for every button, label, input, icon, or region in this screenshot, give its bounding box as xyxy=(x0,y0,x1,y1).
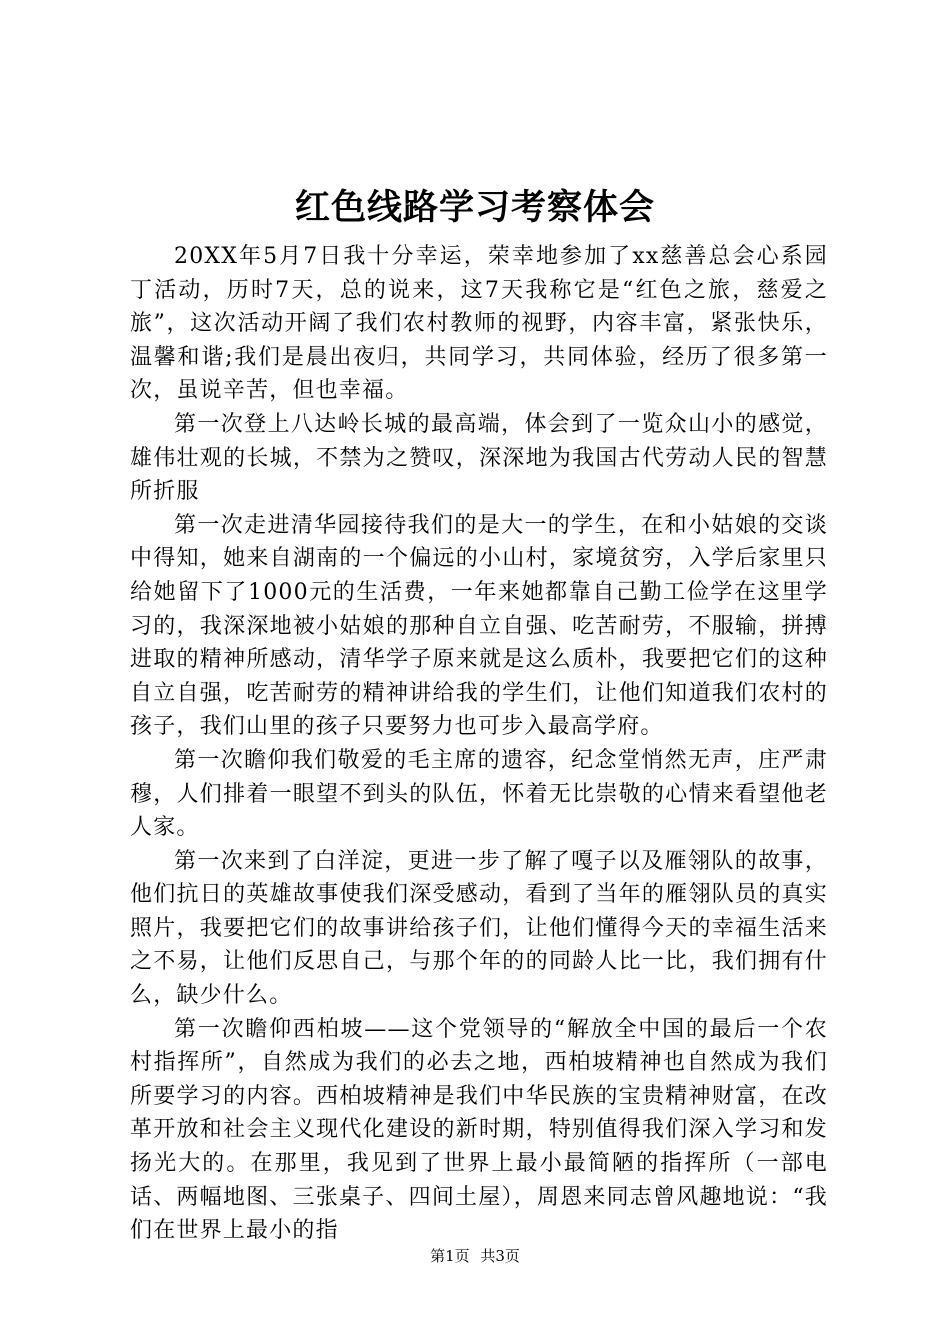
paragraph: 第一次瞻仰西柏坡——这个党领导的“解放全中国的最后一个农村指挥所”，自然成为我们的必去之地，西柏坡精神也自然成为我们所要学习的内容。西柏坡精神是我们中华民族的宝贵精神财富，在改革开放和社会主义现代化建设的新时期，特别值得我们深入学习和发扬光大的。在那里，我见到了世界上最小最简陋的指挥所（一部电话、两幅地图、三张桌子、四间土屋），周恩来同志曾风趣地说：“我们在世界上最小的指 xyxy=(130,1016,828,1244)
paragraph: 第一次登上八达岭长城的最高端，体会到了一览众山小的感觉，雄伟壮观的长城，不禁为之赞叹，深深地为我国古代劳动人民的智慧所折服 xyxy=(130,411,828,505)
paragraph: 第一次来到了白洋淀，更进一步了解了嘎子以及雁翎队的故事，他们抗日的英雄故事使我们深受感动，看到了当年的雁翎队员的真实照片，我要把它们的故事讲给孩子们，让他们懂得今天的幸福生活来之不易，让他们反思自己，与那个年的的同龄人比一比，我们拥有什么，缺少什么。 xyxy=(130,848,828,1009)
paragraph: 第一次瞻仰我们敬爱的毛主席的遗容，纪念堂悄然无声，庄严肃穆，人们排着一眼望不到头的队伍，怀着无比崇敬的心情来看望他老人家。 xyxy=(130,747,828,841)
document-body xyxy=(130,240,828,1248)
page-number: 第1页 xyxy=(430,1247,470,1265)
page-footer xyxy=(0,1246,950,1266)
document-title: 红色线路学习考察体会 xyxy=(294,187,655,228)
paragraph: 20XX年5月7日我十分幸运，荣幸地参加了xx慈善总会心系园丁活动，历时7天，总的说来，这7天我称它是“红色之旅，慈爱之旅”，这次活动开阔了我们农村教师的视野，内容丰富，紧张快乐，温馨和谐;我们是晨出夜归，共同学习，共同体验，经历了很多第一次，虽说辛苦，但也幸福。 xyxy=(130,244,828,404)
paragraph: 第一次走进清华园接待我们的是大一的学生，在和小姑娘的交谈中得知，她来自湖南的一个偏远的小山村，家境贫穷，入学后家里只给她留下了1000元的生活费，一年来她都靠自己勤工俭学在这里学习的，我深深地被小姑娘的那种自立自强、吃苦耐劳，不服输，拼搏进取的精神所感动，清华学子原来就是这么质朴，我要把它们的这种自立自强，吃苦耐劳的精神讲给我的学生们，让他们知道我们农村的孩子，我们山里的孩子只要努力也可步入最高学府。 xyxy=(130,512,828,740)
page-total: 共3页 xyxy=(480,1247,520,1265)
